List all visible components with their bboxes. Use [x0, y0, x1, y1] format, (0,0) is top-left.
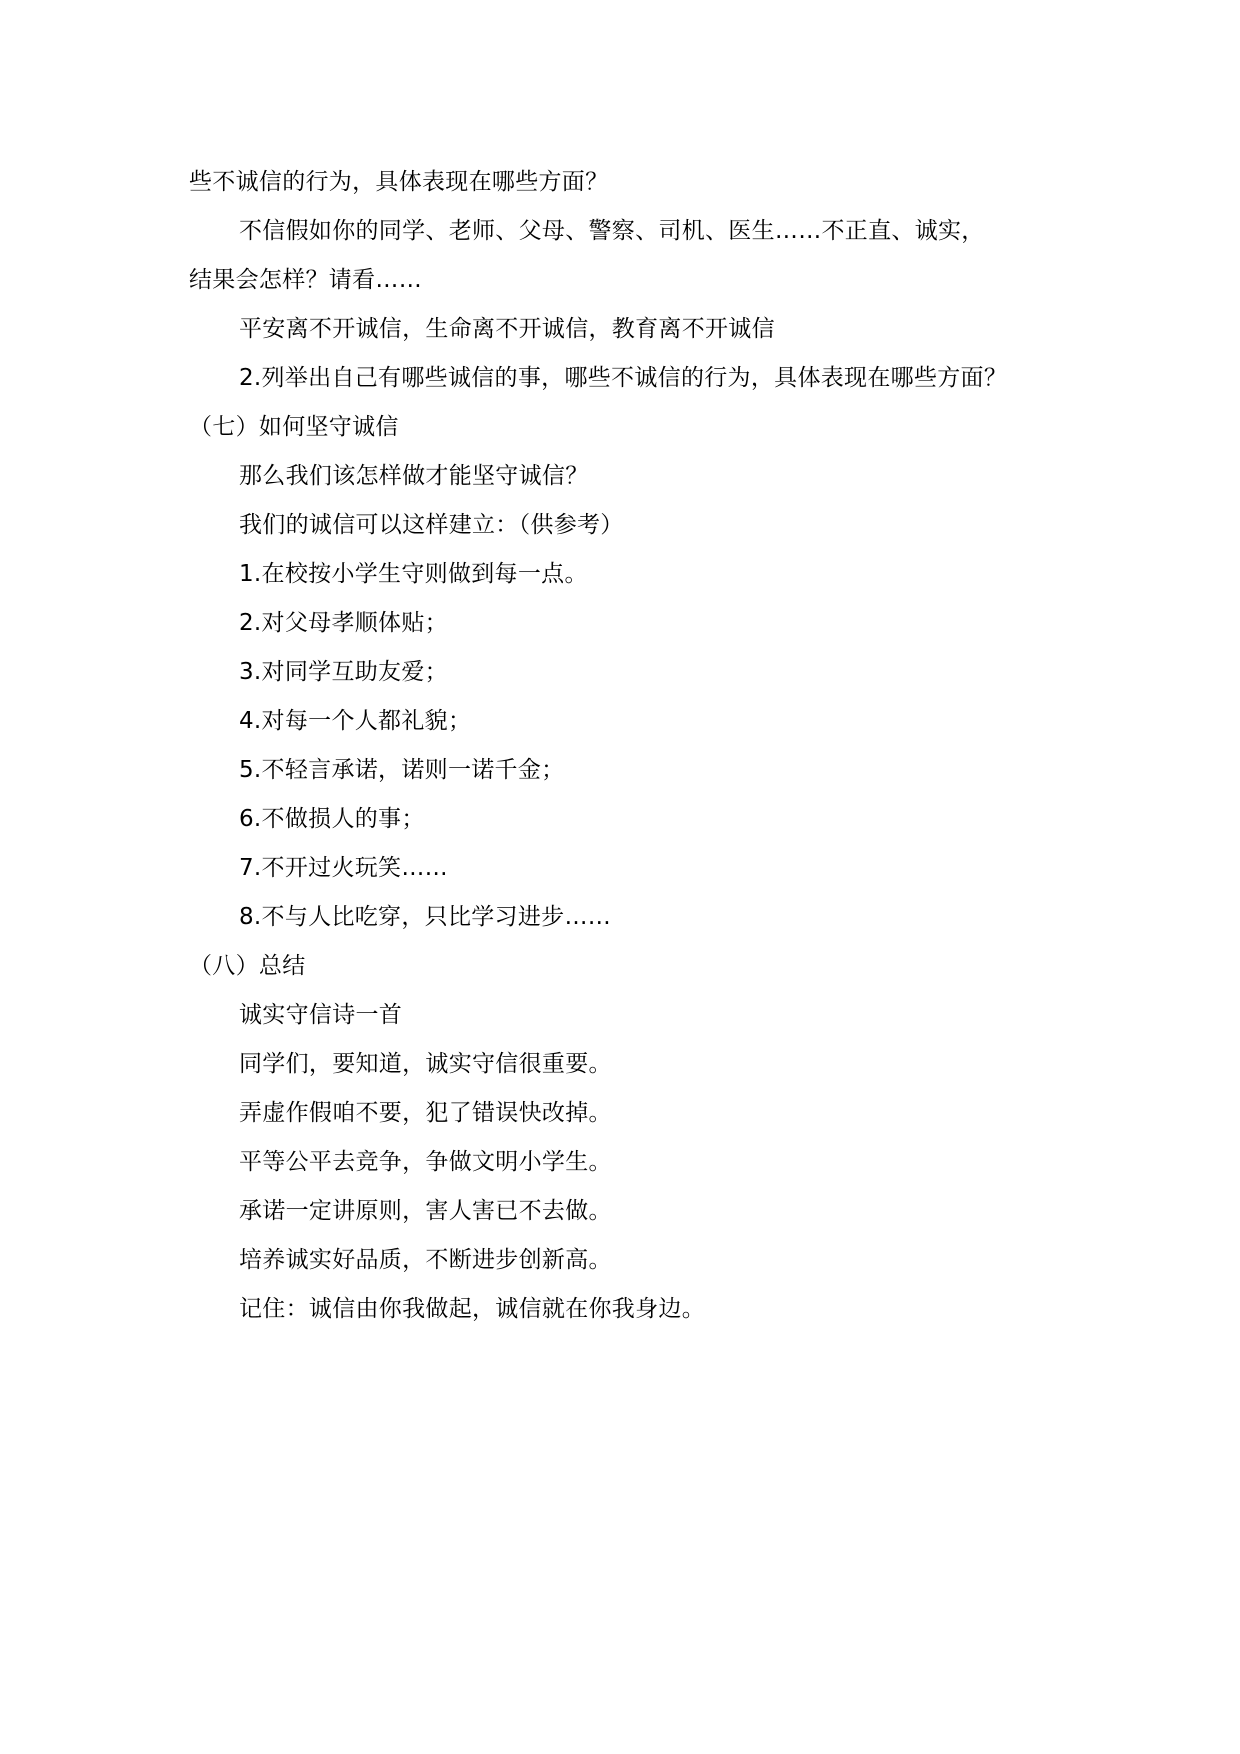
list-item: 8.不与人比吃穿，只比学习进步……	[239, 904, 612, 930]
poem-line: 记住：诚信由你我做起，诚信就在你我身边。	[239, 1296, 705, 1322]
list-item: 2.对父母孝顺体贴；	[239, 610, 448, 636]
poem-title: 诚实守信诗一首	[239, 1002, 403, 1028]
poem-line: 平等公平去竞争，争做文明小学生。	[239, 1149, 612, 1175]
section-heading: （七）如何坚守诚信	[189, 414, 399, 440]
poem-line: 培养诚实好品质，不断进步创新高。	[239, 1247, 612, 1273]
list-item: 4.对每一个人都礼貌；	[239, 708, 472, 734]
section-heading: （八）总结	[189, 953, 306, 979]
list-item: 5.不轻言承诺，诺则一诺千金；	[239, 757, 565, 783]
document-body	[189, 158, 1069, 1334]
poem-line: 弄虚作假咱不要，犯了错误快改掉。	[239, 1100, 612, 1126]
paragraph-continuation: 结果会怎样？请看……	[189, 267, 422, 293]
list-item: 6.不做损人的事；	[239, 806, 425, 832]
poem-line: 承诺一定讲原则，害人害已不去做。	[239, 1198, 612, 1224]
list-item: 3.对同学互助友爱；	[239, 659, 448, 685]
paragraph: 不信假如你的同学、老师、父母、警察、司机、医生……不正直、诚实，	[239, 218, 985, 244]
paragraph: 2.列举出自己有哪些诚信的事，哪些不诚信的行为，具体表现在哪些方面？	[239, 365, 1008, 391]
poem-line: 同学们，要知道，诚实守信很重要。	[239, 1051, 612, 1077]
list-item: 1.在校按小学生守则做到每一点。	[239, 561, 588, 587]
paragraph: 平安离不开诚信，生命离不开诚信，教育离不开诚信	[239, 316, 775, 342]
paragraph-continuation: 些不诚信的行为，具体表现在哪些方面？	[189, 169, 609, 195]
paragraph: 那么我们该怎样做才能坚守诚信？	[239, 463, 589, 489]
list-item: 7.不开过火玩笑……	[239, 855, 448, 881]
paragraph: 我们的诚信可以这样建立：（供参考）	[239, 512, 624, 538]
